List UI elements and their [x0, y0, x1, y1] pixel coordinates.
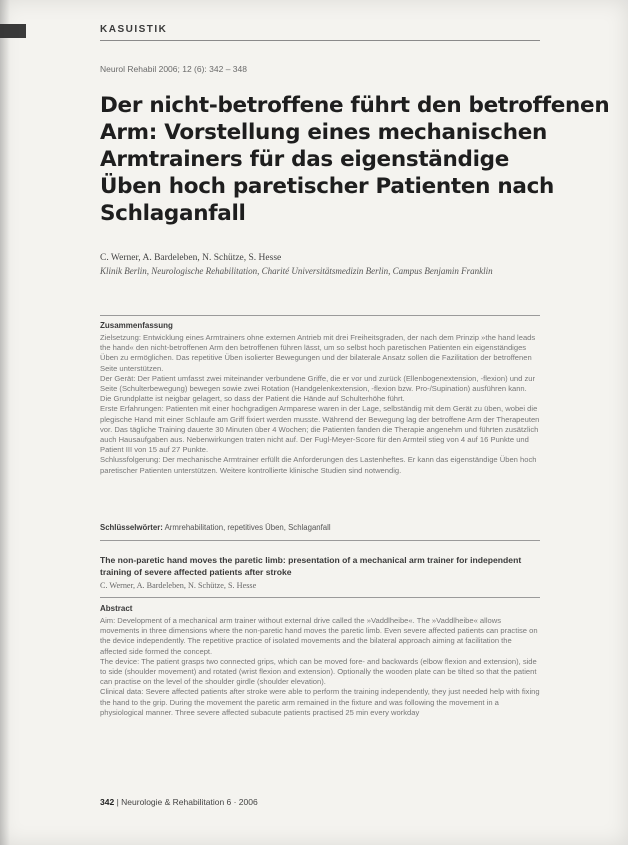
- title-line: Der nicht-betroffene führt den betroffenen: [100, 93, 610, 118]
- title-line: Arm: Vorstellung eines mechanischen: [100, 120, 548, 145]
- keywords-label: Schlüsselwörter:: [100, 523, 163, 532]
- keywords: [100, 523, 331, 532]
- section-rule: [100, 40, 540, 41]
- journal-name: Neurologie & Rehabilitation 6 · 2006: [121, 797, 258, 807]
- abstract-paragraph: The device: The patient grasps two connected grips, which can be moved fore- and backwards (elbow flexion and extension), side to side (shoulder movement) and rotated (wrist flexion and extension). Optionally the wooden plate can be tilted so that the patient can practise on the level of the shoulder girdle (shoulder elevation).: [100, 656, 537, 687]
- abstract-paragraph: Schlussfolgerung: Der mechanische Armtrainer erfüllt die Anforderungen des Lastenheftes. Er kann das eigenständige Üben hoch paretischer Patienten unterstützen. Weitere kontrollierte klinische Studien sind notwendig.: [100, 455, 537, 475]
- authors: C. Werner, A. Bardeleben, N. Schütze, S. Hesse: [100, 253, 282, 263]
- keywords-text: Armrehabilitation, repetitives Üben, Schlaganfall: [164, 523, 331, 532]
- scan-shadow: [0, 0, 10, 845]
- page-footer: [100, 797, 258, 807]
- english-authors: C. Werner, A. Bardeleben, N. Schütze, S. Hesse: [100, 581, 257, 590]
- article-title: [100, 92, 610, 227]
- english-title-line: training of severe affected patients after stroke: [100, 566, 292, 577]
- english-title: [100, 555, 540, 578]
- title-line: Schlaganfall: [100, 201, 246, 226]
- title-line: Üben hoch paretischer Patienten nach: [100, 174, 555, 199]
- divider: [100, 540, 540, 541]
- abstract-paragraph: Clinical data: Severe affected patients after stroke were able to perform the training independently, they just needed help with fixing the hand to the grip. During the movement the paretic arm remained in the fixture and was following the movement in a physiological manner. Three severe affected subacute patients practised 25 min every workday: [100, 687, 540, 717]
- divider: [100, 315, 540, 316]
- footer-separator: |: [116, 797, 119, 807]
- section-label: KASUISTIK: [100, 24, 168, 35]
- abstract-paragraph: Zielsetzung: Entwicklung eines Armtrainers ohne externen Antrieb mit drei Freiheitsgraden, der nach dem Prinzip »the hand leads the hand« den nicht-betroffenen Arm den betroffenen führen lässt, um so selbst hoch paretischen Patienten ein eigenständiges Üben zu ermöglichen. Das repetitive Üben isolierter Bewegungen und der bilaterale Ansatz sollen die Fazilitation der betroffenen Seite unterstützen.: [100, 333, 536, 373]
- section-marker: [0, 24, 26, 38]
- abstract-paragraph: Der Gerät: Der Patient umfasst zwei miteinander verbundene Griffe, die er vor und zurück (Ellenbogenextension, -flexion) und zur Seite (Schulterbewegung) bewegen sowie zwei Rotation (Handgelenkextension, -flexion bzw. Pro-/Supination) ausführen kann. Die Grundplatte ist neigbar gelagert, so dass der Patient die Hände auf Schulterhöhe führt.: [100, 373, 536, 404]
- english-title-line: The non-paretic hand moves the paretic limb: presentation of a mechanical arm trainer for independent: [100, 555, 522, 565]
- abstract-paragraph: Aim: Development of a mechanical arm trainer without external drive called the »Vaddlheibe«. The »Vaddlheibe« allows movements in three dimensions where the non-paretic hand moves the paretic limb. Even severe affected patients can practise on the device independently. The repetitive practice of isolated movements and the bilateral approach aiming at facilitation the affected side formed the concept.: [100, 616, 538, 656]
- title-line: Armtrainers für das eigenständige: [100, 147, 510, 172]
- zusammenfassung-text: [100, 333, 540, 476]
- page-number: 342: [100, 797, 115, 807]
- divider: [100, 597, 540, 598]
- abstract-paragraph: Erste Erfahrungen: Patienten mit einer hochgradigen Armparese waren in der Lage, selbständig mit dem Gerät zu üben, wobei die plegische Hand mit einer Schlaufe am Griff fixiert werden musste. Während der Bewegung lag der betroffene Arm der Therapeuten vor. Das tägliche Training dauerte 30 Minuten über 4 Wochen; die Patienten fanden die Therapie angenehm und führten zusätzlich auch Hausaufgaben aus. Nebenwirkungen traten nicht auf. Der Fugl-Meyer-Score für den Armteil stieg von 4 auf 16 Punkte und Patient III von 15 auf 27 Punkte.: [100, 404, 540, 455]
- zusammenfassung-heading: Zusammenfassung: [100, 321, 173, 330]
- affiliation: Klinik Berlin, Neurologische Rehabilitation, Charité Universitätsmedizin Berlin, Campus Benjamin Franklin: [100, 266, 493, 276]
- abstract-text: [100, 616, 540, 718]
- citation: Neurol Rehabil 2006; 12 (6): 342 – 348: [100, 64, 247, 74]
- abstract-heading: Abstract: [100, 604, 133, 613]
